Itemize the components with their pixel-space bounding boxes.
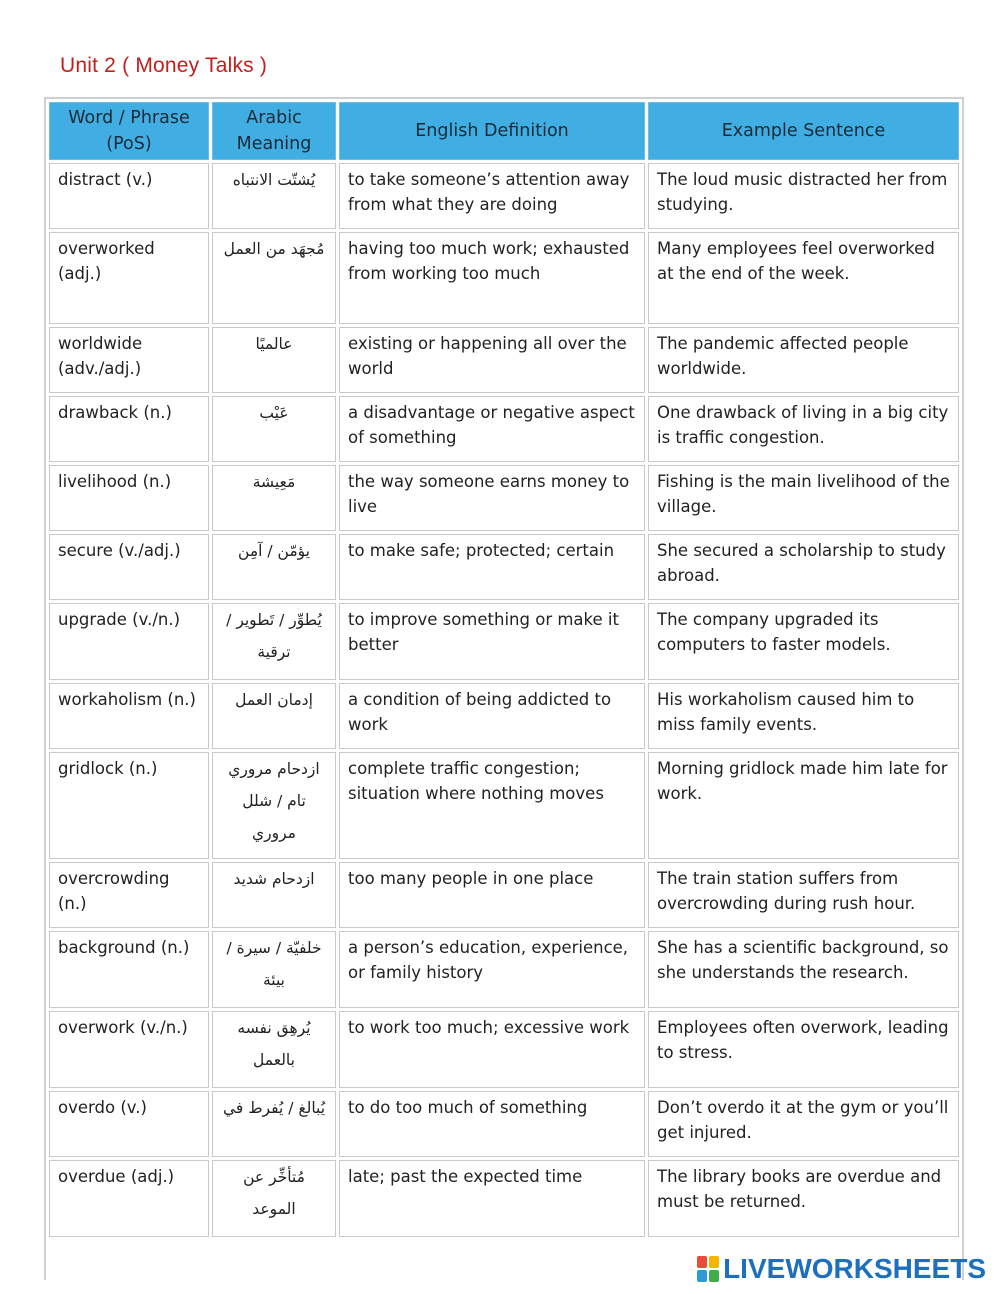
word-cell: drawback (n.) [49, 396, 209, 462]
example-cell: Morning gridlock made him late for work. [648, 752, 959, 859]
arabic-cell: مُتأخِّر عن الموعد [212, 1160, 336, 1237]
example-cell: The pandemic affected people worldwide. [648, 327, 959, 393]
table-row [49, 232, 959, 324]
arabic-cell: ازدحام مروري تام / شلل مروري [212, 752, 336, 859]
arabic-cell: يُبالغ / يُفرط في [212, 1091, 336, 1157]
example-cell: She secured a scholarship to study abroad. [648, 534, 959, 600]
example-cell: His workaholism caused him to miss family events. [648, 683, 959, 749]
table-row [49, 603, 959, 680]
definition-cell: to take someone’s attention away from what they are doing [339, 163, 645, 229]
word-cell: background (n.) [49, 931, 209, 1008]
word-cell: workaholism (n.) [49, 683, 209, 749]
table-row [49, 534, 959, 600]
word-cell: overwork (v./n.) [49, 1011, 209, 1088]
column-header-example: Example Sentence [648, 102, 959, 160]
definition-cell: too many people in one place [339, 862, 645, 928]
definition-cell: complete traffic congestion; situation where nothing moves [339, 752, 645, 859]
table-header-row [49, 102, 959, 160]
word-cell: overworked (adj.) [49, 232, 209, 324]
word-cell: gridlock (n.) [49, 752, 209, 859]
definition-cell: to work too much; excessive work [339, 1011, 645, 1088]
word-cell: upgrade (v./n.) [49, 603, 209, 680]
table-row [49, 1091, 959, 1157]
word-cell: distract (v.) [49, 163, 209, 229]
column-header-arabic: Arabic Meaning [212, 102, 336, 160]
arabic-cell: مُجهَد من العمل [212, 232, 336, 324]
word-cell: overcrowding (n.) [49, 862, 209, 928]
vocabulary-table [46, 99, 962, 1240]
arabic-cell: ازدحام شديد [212, 862, 336, 928]
definition-cell: having too much work; exhausted from working too much [339, 232, 645, 324]
liveworksheets-icon [697, 1256, 719, 1282]
definition-cell: to improve something or make it better [339, 603, 645, 680]
vocabulary-sheet [44, 97, 964, 1280]
word-cell: overdue (adj.) [49, 1160, 209, 1237]
example-cell: The loud music distracted her from studying. [648, 163, 959, 229]
arabic-cell: يُطوِّر / تَطوير / ترقية [212, 603, 336, 680]
liveworksheets-wordmark: LIVEWORKSHEETS [723, 1253, 986, 1284]
example-cell: Employees often overwork, leading to stress. [648, 1011, 959, 1088]
example-cell: The train station suffers from overcrowding during rush hour. [648, 862, 959, 928]
example-cell: Don’t overdo it at the gym or you’ll get injured. [648, 1091, 959, 1157]
table-row [49, 1011, 959, 1088]
definition-cell: late; past the expected time [339, 1160, 645, 1237]
definition-cell: the way someone earns money to live [339, 465, 645, 531]
definition-cell: to do too much of something [339, 1091, 645, 1157]
word-cell: livelihood (n.) [49, 465, 209, 531]
table-row [49, 327, 959, 393]
example-cell: She has a scientific background, so she understands the research. [648, 931, 959, 1008]
definition-cell: existing or happening all over the world [339, 327, 645, 393]
arabic-cell: يُشتّت الانتباه [212, 163, 336, 229]
word-cell: overdo (v.) [49, 1091, 209, 1157]
definition-cell: a disadvantage or negative aspect of something [339, 396, 645, 462]
arabic-cell: يؤمّن / آمِن [212, 534, 336, 600]
arabic-cell: عالميًا [212, 327, 336, 393]
example-cell: Many employees feel overworked at the end of the week. [648, 232, 959, 324]
arabic-cell: يُرهِق نفسه بالعمل [212, 1011, 336, 1088]
definition-cell: to make safe; protected; certain [339, 534, 645, 600]
definition-cell: a person’s education, experience, or family history [339, 931, 645, 1008]
definition-cell: a condition of being addicted to work [339, 683, 645, 749]
table-row [49, 862, 959, 928]
table-row [49, 465, 959, 531]
table-row [49, 396, 959, 462]
table-row [49, 752, 959, 859]
arabic-cell: عَيْب [212, 396, 336, 462]
table-row [49, 1160, 959, 1237]
liveworksheets-logo[interactable] [697, 1253, 986, 1285]
example-cell: The company upgraded its computers to faster models. [648, 603, 959, 680]
example-cell: One drawback of living in a big city is traffic congestion. [648, 396, 959, 462]
arabic-cell: خلفيّة / سيرة / بيئة [212, 931, 336, 1008]
table-row [49, 931, 959, 1008]
example-cell: The library books are overdue and must be returned. [648, 1160, 959, 1237]
word-cell: worldwide (adv./adj.) [49, 327, 209, 393]
word-cell: secure (v./adj.) [49, 534, 209, 600]
arabic-cell: إدمان العمل [212, 683, 336, 749]
column-header-definition: English Definition [339, 102, 645, 160]
column-header-word: Word / Phrase (PoS) [49, 102, 209, 160]
table-row [49, 683, 959, 749]
page-title: Unit 2 ( Money Talks ) [60, 54, 268, 77]
table-row [49, 163, 959, 229]
example-cell: Fishing is the main livelihood of the village. [648, 465, 959, 531]
arabic-cell: مَعِيشة [212, 465, 336, 531]
